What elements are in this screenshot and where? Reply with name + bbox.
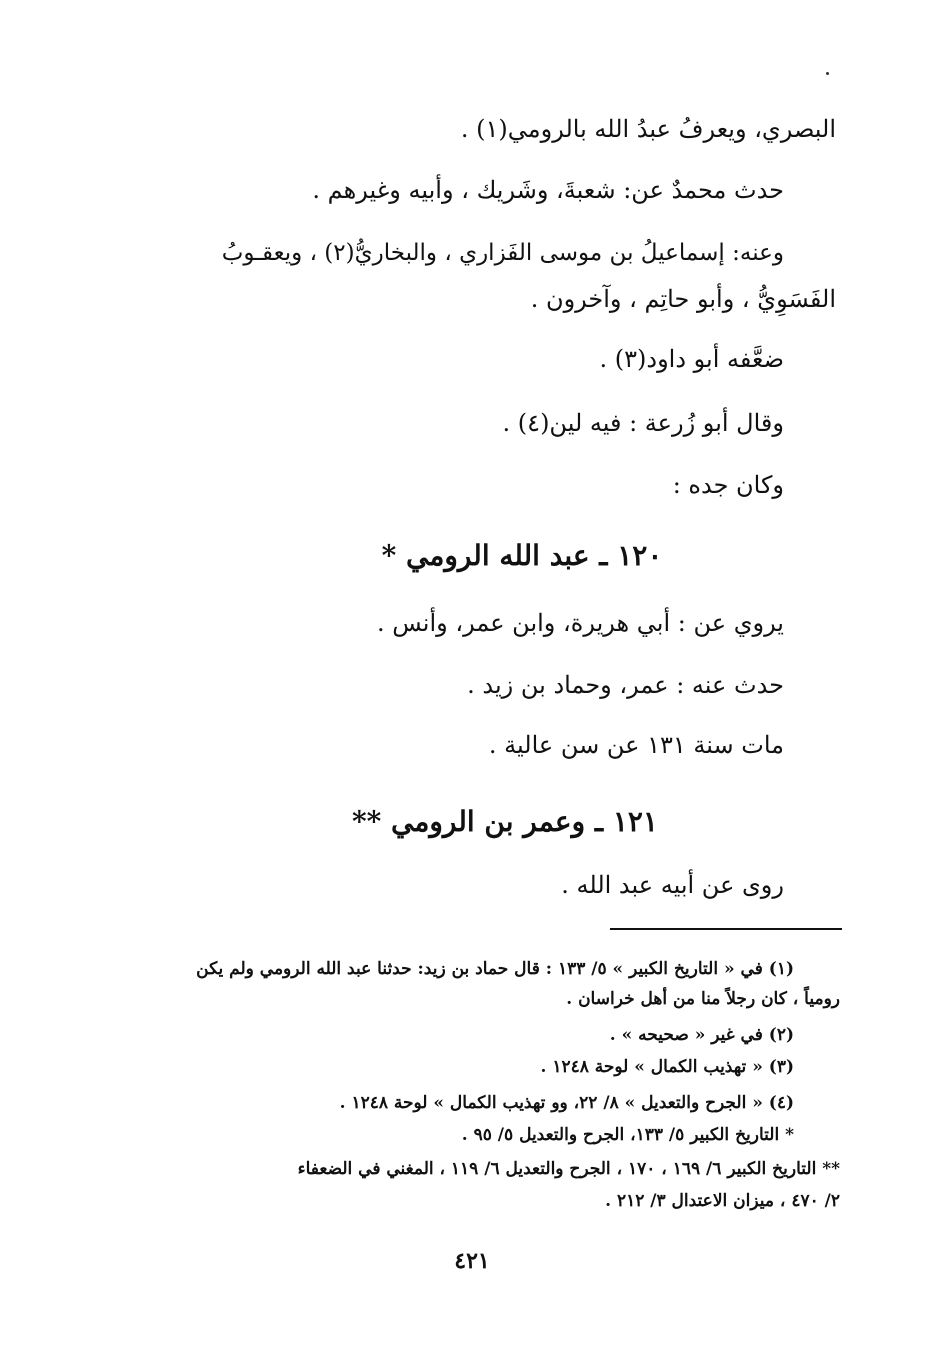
entry-120-heading: ١٢٠ ـ عبد الله الرومي * (381, 539, 663, 572)
footnote-3: (٣) « تهذيب الكمال » لوحة ١٢٤٨ . (540, 1057, 794, 1077)
entry-120-line-1: يروي عن : أبي هريرة، وابن عمر، وأنس . (376, 609, 784, 637)
footnote-1-line-2: رومياً ، كان رجلاً منا من أهل خراسان . (566, 989, 840, 1009)
footnote-separator (610, 928, 842, 930)
body-line-4: الفَسَوِيُّ ، وأبو حاتِم ، وآخرون . (530, 285, 836, 313)
footnote-4: (٤) « الجرح والتعديل » ٨/ ٢٢، وو تهذيب الكمال » لوحة ١٢٤٨ . (339, 1093, 794, 1113)
body-line-2: حدث محمدٌ عن: شعبةَ، وشَريك ، وأبيه وغيرهم . (312, 176, 784, 204)
footnote-star-1: * التاريخ الكبير ٥/ ١٣٣، الجرح والتعديل ٥/ ٩٥ . (461, 1125, 794, 1145)
scan-speck (826, 72, 829, 75)
entry-120-line-2: حدث عنه : عمر، وحماد بن زيد . (467, 671, 784, 699)
entry-121-heading: ١٢١ ـ وعمر بن الرومي ** (352, 805, 658, 838)
footnote-1-line-1: (١) في « التاريخ الكبير » ٥/ ١٣٣ : قال حماد بن زيد: حدثنا عبد الله الرومي ولم يكن (196, 959, 794, 979)
body-line-6: وقال أبو زُرعة : فيه لين(٤) . (502, 409, 784, 437)
body-line-7: وكان جده : (672, 471, 784, 499)
footnote-star-2-line-1: ** التاريخ الكبير ٦/ ١٦٩ ، ١٧٠ ، الجرح والتعديل ٦/ ١١٩ ، المغني في الضعفاء (297, 1159, 840, 1179)
page-number: ٤٢١ (454, 1248, 490, 1274)
body-line-1: البصري، ويعرفُ عبدُ الله بالرومي(١) . (460, 115, 836, 143)
body-line-3: وعنه: إسماعيلُ بن موسى الفَزاري ، والبخاريُّ(٢) ، ويعقـوبُ (221, 240, 784, 266)
entry-120-line-3: مات سنة ١٣١ عن سن عالية . (488, 731, 784, 759)
body-line-5: ضعَّفه أبو داود(٣) . (599, 345, 784, 373)
footnote-2: (٢) في غير « صحيحه » . (609, 1025, 794, 1045)
footnote-star-2-line-2: ٢/ ٤٧٠ ، ميزان الاعتدال ٣/ ٢١٢ . (605, 1191, 840, 1211)
entry-121-line-1: روى عن أبيه عبد الله . (561, 871, 784, 899)
